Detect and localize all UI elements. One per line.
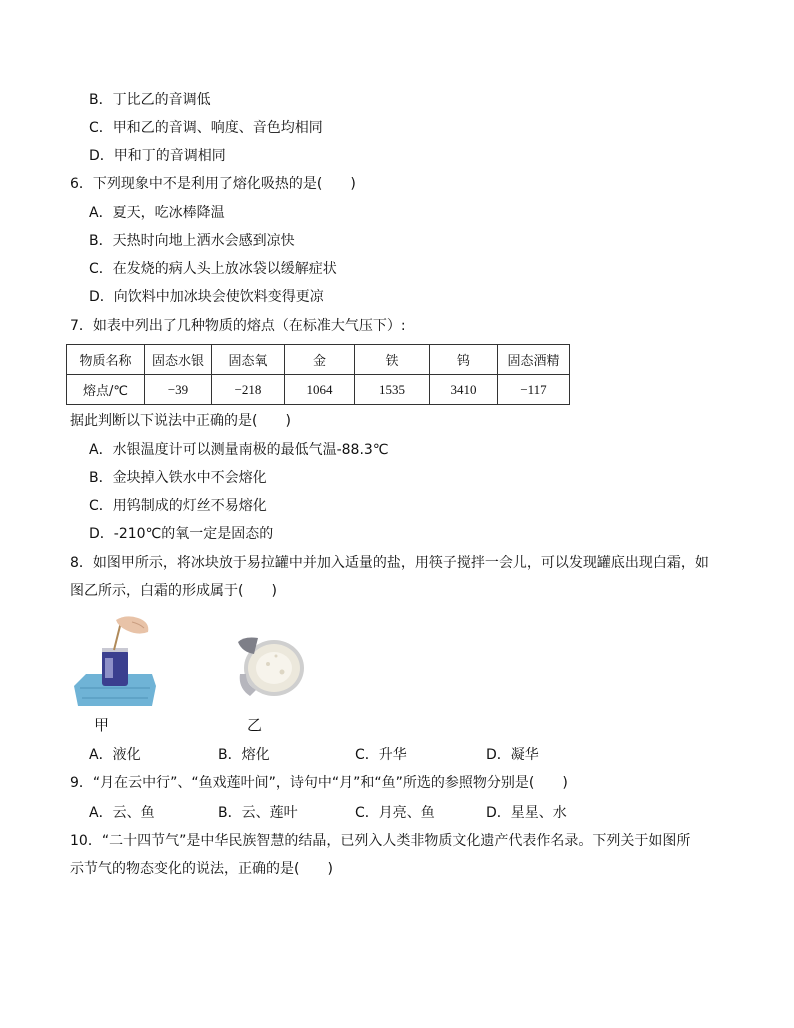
q8-option-c: C．升华 <box>355 747 407 763</box>
q5-option-c: C．甲和乙的音调、响度、音色均相同 <box>89 120 323 136</box>
q7-option-d: D．-210℃的氧一定是固态的 <box>89 526 274 542</box>
q7-after-text: 据此判断以下说法中正确的是( ) <box>70 413 291 429</box>
table-cell: 1535 <box>355 375 430 405</box>
q5-option-b: B．丁比乙的音调低 <box>89 92 211 108</box>
table-header-cell: 物质名称 <box>67 345 145 375</box>
table-header-cell: 固态氧 <box>212 345 285 375</box>
q9-stem: 9．“月在云中行”、“鱼戏莲叶间”，诗句中“月”和“鱼”所选的参照物分别是( ) <box>70 775 568 791</box>
table-cell: −117 <box>498 375 570 405</box>
q8-option-a: A．液化 <box>89 747 141 763</box>
figure-yi-frost-image <box>234 634 306 698</box>
table-header-row <box>67 345 570 375</box>
q8-stem-line-2: 图乙所示，白霜的形成属于( ) <box>70 583 277 599</box>
figure-jia-can-image <box>72 614 158 710</box>
table-header-cell: 铁 <box>355 345 430 375</box>
q9-option-b: B．云、莲叶 <box>218 805 298 821</box>
figure-jia-label: 甲 <box>94 716 110 734</box>
table-cell: 3410 <box>430 375 498 405</box>
q7-option-a: A．水银温度计可以测量南极的最低气温-88.3℃ <box>89 442 389 458</box>
q6-option-a: A．夏天，吃冰棒降温 <box>89 205 225 221</box>
q9-option-c: C．月亮、鱼 <box>355 805 435 821</box>
q8-stem-line-1: 8．如图甲所示，将冰块放于易拉罐中并加入适量的盐，用筷子搅拌一会儿，可以发现罐底出现白霜，如 <box>70 555 709 571</box>
q9-option-a: A．云、鱼 <box>89 805 155 821</box>
table-row <box>67 375 570 405</box>
table-header-cell: 金 <box>285 345 355 375</box>
table-cell: −39 <box>145 375 212 405</box>
table-cell: −218 <box>212 375 285 405</box>
q8-option-b: B．熔化 <box>218 747 270 763</box>
table-row-label: 熔点/℃ <box>67 375 145 405</box>
q6-option-b: B．天热时向地上洒水会感到凉快 <box>89 233 295 249</box>
table-header-cell: 固态水银 <box>145 345 212 375</box>
q9-option-d: D．星星、水 <box>486 805 567 821</box>
q5-option-d: D．甲和丁的音调相同 <box>89 148 226 164</box>
table-header-cell: 固态酒精 <box>498 345 570 375</box>
melting-point-table <box>66 344 570 405</box>
q7-option-c: C．用钨制成的灯丝不易熔化 <box>89 498 267 514</box>
q8-option-d: D．凝华 <box>486 747 539 763</box>
q7-option-b: B．金块掉入铁水中不会熔化 <box>89 470 267 486</box>
table-header-cell: 钨 <box>430 345 498 375</box>
q6-option-d: D．向饮料中加冰块会使饮料变得更凉 <box>89 289 324 305</box>
table-cell: 1064 <box>285 375 355 405</box>
q10-stem-line-2: 示节气的物态变化的说法，正确的是( ) <box>70 861 333 877</box>
q10-stem-line-1: 10．“二十四节气”是中华民族智慧的结晶，已列入人类非物质文化遗产代表作名录。下列关于如图所 <box>70 833 691 849</box>
q6-option-c: C．在发烧的病人头上放冰袋以缓解症状 <box>89 261 337 277</box>
q7-stem: 7．如表中列出了几种物质的熔点（在标准大气压下）: <box>70 318 406 334</box>
q6-stem: 6．下列现象中不是利用了熔化吸热的是( ) <box>70 176 356 192</box>
figure-yi-label: 乙 <box>247 716 263 734</box>
